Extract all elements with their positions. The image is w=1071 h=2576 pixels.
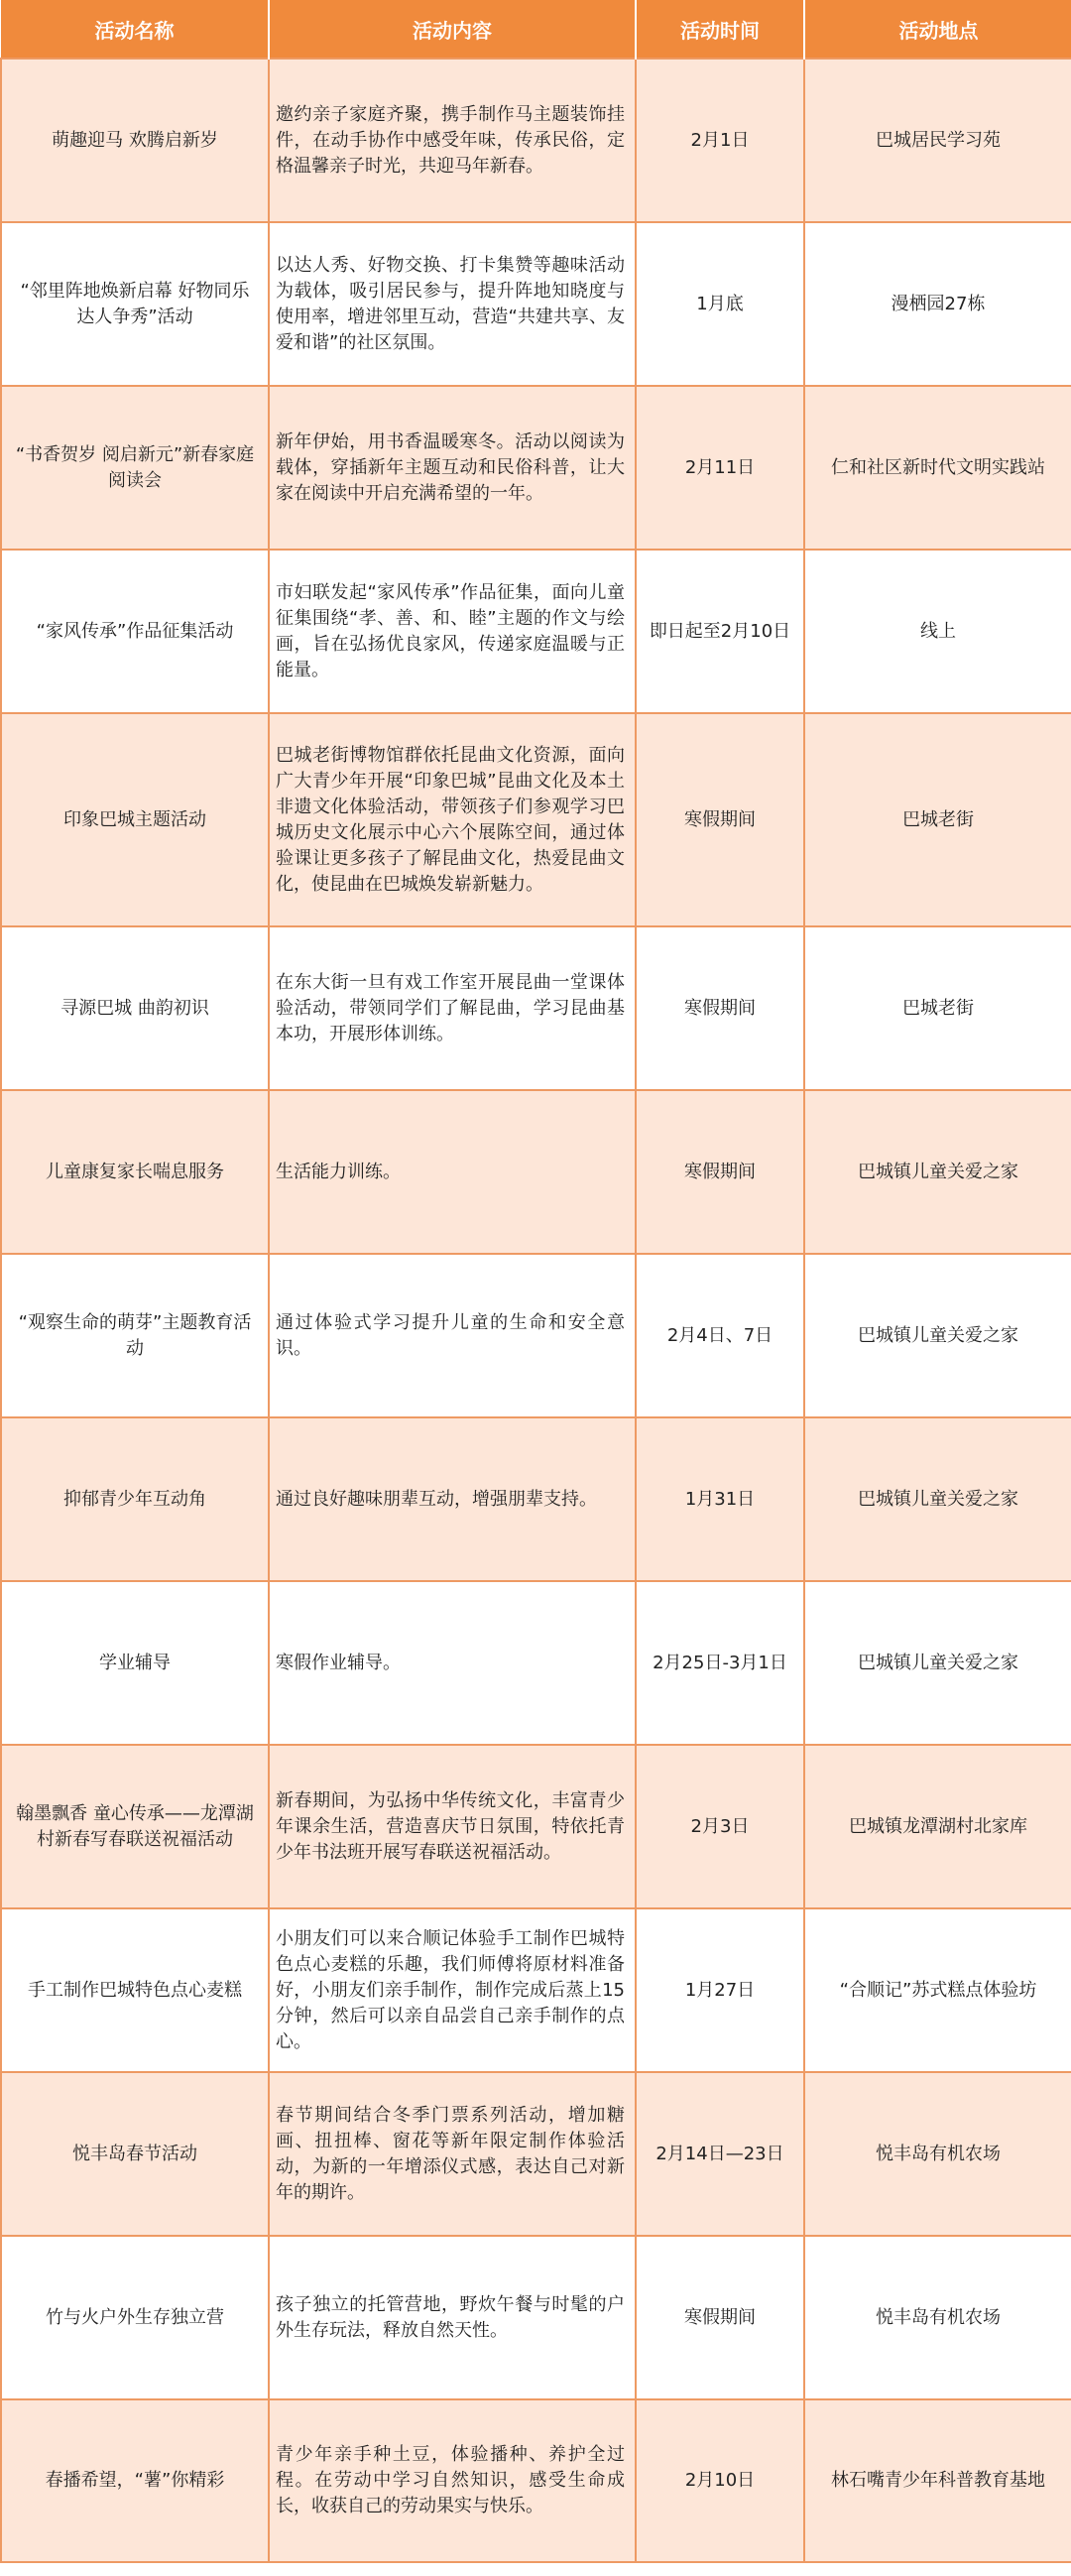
activity-name: “观察生命的萌芽”主题教育活动 (18, 1311, 252, 1359)
activity-time: 寒假期间 (684, 997, 756, 1019)
activity-content: 新年伊始，用书香温暖寒冬。活动以阅读为载体，穿插新年主题互动和民俗科普，让大家在阅读中开启充满希望的一年。 (276, 430, 625, 504)
activity-content-cell (269, 1254, 636, 1417)
activity-name-cell (1, 926, 269, 1090)
activity-location-cell (804, 550, 1071, 713)
activity-content: 邀约亲子家庭齐聚，携手制作马主题装饰挂件，在动手协作中感受年味，传承民俗，定格温馨亲子时光，共迎马年新春。 (276, 103, 625, 177)
activity-location-cell (804, 59, 1071, 222)
table-header (1, 0, 1071, 59)
activity-time-cell (636, 1090, 804, 1254)
activity-name: 手工制作巴城特色点心麦糕 (28, 1979, 242, 2001)
activity-location-cell (804, 1581, 1071, 1745)
activity-name: 悦丰岛春节活动 (72, 2143, 197, 2164)
activity-location: 林石嘴青少年科普教育基地 (831, 2470, 1045, 2491)
activity-time: 2月11日 (684, 456, 756, 478)
activity-time-cell (636, 2236, 804, 2399)
activity-content: 生活能力训练。 (276, 1161, 401, 1182)
activity-time-cell (636, 2399, 804, 2562)
table-row (1, 386, 1071, 550)
activity-name: “书香贺岁 阅启新元”新春家庭阅读会 (15, 443, 255, 491)
activity-content: 在东大街一旦有戏工作室开展昆曲一堂课体验活动，带领同学们了解昆曲，学习昆曲基本功，开展形体训练。 (276, 971, 625, 1044)
activity-content-cell (269, 2236, 636, 2399)
activity-location-cell (804, 2236, 1071, 2399)
activity-content-cell (269, 926, 636, 1090)
activity-name-cell (1, 1745, 269, 1908)
activity-name-cell (1, 1254, 269, 1417)
activity-name: 儿童康复家长喘息服务 (46, 1161, 224, 1182)
activity-location: 悦丰岛有机农场 (876, 2143, 1001, 2164)
table-row (1, 59, 1071, 222)
activity-time: 2月14日—23日 (655, 2143, 784, 2164)
activity-location-cell (804, 1908, 1071, 2072)
activity-location: 巴城居民学习苑 (876, 129, 1001, 151)
activity-time-cell (636, 926, 804, 1090)
table-row (1, 1417, 1071, 1581)
activity-name: 萌趣迎马 欢腾启新岁 (52, 129, 218, 151)
activity-content-cell (269, 2399, 636, 2562)
table-row (1, 1581, 1071, 1745)
activity-location: 漫栖园27栋 (891, 293, 986, 314)
activity-time-cell (636, 222, 804, 386)
table-body (1, 59, 1071, 2562)
activity-content-cell (269, 1581, 636, 1745)
activity-location: 巴城镇儿童关爱之家 (858, 1652, 1018, 1673)
activity-content: 通过体验式学习提升儿童的生命和安全意识。 (276, 1311, 625, 1359)
column-header-location: 活动地点 (804, 0, 1071, 59)
activity-name: 春播希望，“薯”你精彩 (45, 2470, 225, 2491)
header-row (1, 0, 1071, 59)
activity-content-cell (269, 222, 636, 386)
activity-name: 学业辅导 (99, 1652, 171, 1673)
activity-time-cell (636, 1254, 804, 1417)
activity-location-cell (804, 1254, 1071, 1417)
activity-time: 2月3日 (690, 1815, 750, 1837)
activity-location: 线上 (920, 620, 956, 642)
activity-content-cell (269, 59, 636, 222)
table-row (1, 1090, 1071, 1254)
activity-time-cell (636, 1417, 804, 1581)
table-row (1, 1745, 1071, 1908)
activity-time: 2月25日-3月1日 (653, 1652, 787, 1673)
activity-time-cell (636, 59, 804, 222)
activity-content-cell (269, 1745, 636, 1908)
activity-content: 寒假作业辅导。 (276, 1652, 401, 1673)
table-row (1, 550, 1071, 713)
activity-content: 通过良好趣味朋辈互动，增强朋辈支持。 (276, 1488, 597, 1510)
activity-time: 1月27日 (684, 1979, 756, 2001)
activity-location-cell (804, 713, 1071, 926)
activity-content: 青少年亲手种土豆，体验播种、养护全过程。在劳动中学习自然知识，感受生命成长，收获自己的劳动果实与快乐。 (276, 2444, 625, 2516)
activity-time-cell (636, 386, 804, 550)
activity-location-cell (804, 2399, 1071, 2562)
activity-name-cell (1, 2399, 269, 2562)
activity-location-cell (804, 1090, 1071, 1254)
table-row (1, 2399, 1071, 2562)
table-row (1, 926, 1071, 1090)
activity-name-cell (1, 222, 269, 386)
activity-name-cell (1, 59, 269, 222)
activity-name-cell (1, 386, 269, 550)
activity-content: 小朋友们可以来合顺记体验手工制作巴城特色点心麦糕的乐趣，我们师傅将原材料准备好，小朋友们亲手制作，制作完成后蒸上15分钟，然后可以亲自品尝自己亲手制作的点心。 (276, 1927, 625, 2052)
activity-time-cell (636, 1581, 804, 1745)
activity-location-cell (804, 386, 1071, 550)
table-row (1, 1908, 1071, 2072)
activity-content: 巴城老街博物馆群依托昆曲文化资源，面向广大青少年开展“印象巴城”昆曲文化及本土非遗文化体验活动，带领孩子们参观学习巴城历史文化展示中心六个展陈空间，通过体验课让更多孩子了解昆曲文化，热爱昆曲文化，使昆曲在巴城焕发崭新魅力。 (276, 744, 625, 895)
activity-location-cell (804, 2072, 1071, 2236)
activity-content: 孩子独立的托管营地，野炊午餐与时髦的户外生存玩法，释放自然天性。 (276, 2293, 625, 2341)
activity-content-cell (269, 550, 636, 713)
activity-name: “邻里阵地焕新启幕 好物同乐达人争秀”活动 (20, 280, 250, 327)
activity-time: 寒假期间 (684, 808, 756, 830)
activity-time-cell (636, 1908, 804, 2072)
activity-time: 即日起至2月10日 (649, 620, 791, 642)
activity-location: 巴城镇儿童关爱之家 (858, 1161, 1018, 1182)
activity-name-cell (1, 2072, 269, 2236)
column-header-time: 活动时间 (636, 0, 804, 59)
activity-name-cell (1, 1908, 269, 2072)
activity-time-cell (636, 713, 804, 926)
column-header-name: 活动名称 (1, 0, 269, 59)
activity-location: 巴城老街 (902, 808, 974, 830)
activity-location: 巴城镇龙潭湖村北家库 (849, 1815, 1027, 1837)
activity-name-cell (1, 1581, 269, 1745)
activity-location: 悦丰岛有机农场 (876, 2306, 1001, 2328)
activity-location: “合顺记”苏式糕点体验坊 (839, 1979, 1037, 2001)
activity-content-cell (269, 2072, 636, 2236)
activity-time-cell (636, 2072, 804, 2236)
activity-location-cell (804, 222, 1071, 386)
activity-name-cell (1, 1417, 269, 1581)
table-row (1, 2072, 1071, 2236)
activity-time-cell (636, 550, 804, 713)
activity-name: 翰墨飘香 童心传承——龙潭湖村新春写春联送祝福活动 (16, 1802, 254, 1850)
activity-location: 仁和社区新时代文明实践站 (831, 456, 1045, 478)
activity-content-cell (269, 713, 636, 926)
activity-location: 巴城镇儿童关爱之家 (858, 1324, 1018, 1346)
activity-name-cell (1, 2236, 269, 2399)
activity-time: 2月10日 (684, 2470, 756, 2491)
table-row (1, 713, 1071, 926)
activity-time-cell (636, 1745, 804, 1908)
table-row (1, 222, 1071, 386)
activity-content-cell (269, 386, 636, 550)
activity-content: 新春期间，为弘扬中华传统文化，丰富青少年课余生活，营造喜庆节日氛围，特依托青少年书法班开展写春联送祝福活动。 (276, 1789, 625, 1863)
activity-time: 寒假期间 (684, 2306, 756, 2328)
activity-location: 巴城镇儿童关爱之家 (858, 1488, 1018, 1510)
activity-time: 1月底 (696, 293, 744, 314)
activity-content-cell (269, 1908, 636, 2072)
activity-content: 以达人秀、好物交换、打卡集赞等趣味活动为载体，吸引居民参与，提升阵地知晓度与使用率，增进邻里互动，营造“共建共享、友爱和谐”的社区氛围。 (276, 254, 625, 353)
activity-name: 抑郁青少年互动角 (63, 1488, 206, 1510)
activity-location: 巴城老街 (902, 997, 974, 1019)
activity-name: 竹与火户外生存独立营 (46, 2306, 224, 2328)
activity-name-cell (1, 713, 269, 926)
activity-location-cell (804, 1745, 1071, 1908)
activity-name-cell (1, 1090, 269, 1254)
activity-name: “家风传承”作品征集活动 (36, 620, 234, 642)
activity-content: 市妇联发起“家风传承”作品征集，面向儿童征集围绕“孝、善、和、睦”主题的作文与绘画，旨在弘扬优良家风，传递家庭温暖与正能量。 (276, 581, 625, 680)
activity-time: 2月1日 (690, 129, 750, 151)
activity-name-cell (1, 550, 269, 713)
activity-name: 寻源巴城 曲韵初识 (60, 997, 209, 1019)
table-row (1, 1254, 1071, 1417)
activity-location-cell (804, 1417, 1071, 1581)
activity-time: 1月31日 (684, 1488, 756, 1510)
activity-content-cell (269, 1417, 636, 1581)
activity-content: 春节期间结合冬季门票系列活动，增加糖画、扭扭棒、窗花等新年限定制作体验活动，为新的一年增添仪式感，表达自己对新年的期许。 (276, 2104, 625, 2203)
activity-content-cell (269, 1090, 636, 1254)
activity-time: 寒假期间 (684, 1161, 756, 1182)
activity-location-cell (804, 926, 1071, 1090)
column-header-content: 活动内容 (269, 0, 636, 59)
activity-time: 2月4日、7日 (666, 1324, 774, 1346)
activity-name: 印象巴城主题活动 (63, 808, 206, 830)
table-row (1, 2236, 1071, 2399)
